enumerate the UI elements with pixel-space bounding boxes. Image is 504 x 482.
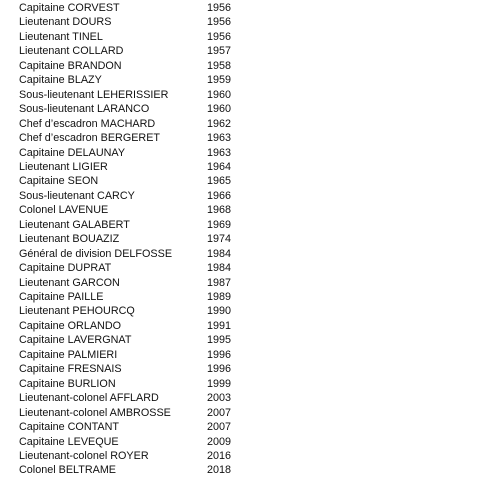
officer-year: 1995 bbox=[207, 334, 232, 347]
officer-year: 2007 bbox=[207, 406, 232, 419]
officer-name: Lieutenant DOURS bbox=[19, 16, 112, 29]
officer-row bbox=[0, 435, 504, 449]
officer-row bbox=[0, 276, 504, 290]
officer-row bbox=[0, 102, 504, 116]
officer-year: 1963 bbox=[207, 132, 232, 145]
officer-year: 1991 bbox=[207, 319, 232, 332]
officer-year: 1956 bbox=[207, 30, 232, 43]
officer-year: 1996 bbox=[207, 363, 232, 376]
officer-year: 1960 bbox=[207, 103, 232, 116]
officer-year: 1974 bbox=[207, 233, 232, 246]
officer-row bbox=[0, 232, 504, 246]
officer-year: 1984 bbox=[207, 247, 232, 260]
officer-year: 1956 bbox=[207, 16, 232, 29]
officer-year: 2016 bbox=[207, 449, 232, 462]
officer-year: 1966 bbox=[207, 189, 232, 202]
officer-row bbox=[0, 463, 504, 477]
officer-name: Capitaine SEON bbox=[19, 175, 99, 188]
officer-row bbox=[0, 449, 504, 463]
officer-row bbox=[0, 362, 504, 376]
officer-name: Colonel LAVENUE bbox=[19, 204, 109, 217]
officer-row bbox=[0, 146, 504, 160]
officer-name: Chef d’escadron MACHARD bbox=[19, 117, 156, 130]
officer-year: 1958 bbox=[207, 59, 232, 72]
officer-row bbox=[0, 247, 504, 261]
officer-year: 1957 bbox=[207, 45, 232, 58]
officer-name: Capitaine PAILLE bbox=[19, 291, 104, 303]
officer-year: 1999 bbox=[207, 377, 232, 390]
officer-row bbox=[0, 377, 504, 391]
officer-name: Capitaine PALMIERI bbox=[19, 348, 118, 361]
officer-year: 1964 bbox=[207, 160, 232, 173]
officer-row bbox=[0, 290, 504, 304]
officer-row bbox=[0, 406, 504, 420]
officer-row bbox=[0, 261, 504, 275]
officer-name: Capitaine BRANDON bbox=[19, 59, 122, 72]
officer-name: Chef d’escadron BERGERET bbox=[19, 132, 161, 145]
officer-row bbox=[0, 131, 504, 145]
officer-name: Sous-lieutenant LARANCO bbox=[19, 103, 150, 116]
officer-row bbox=[0, 88, 504, 102]
officer-name: Lieutenant LIGIER bbox=[19, 160, 108, 173]
officer-year: 2009 bbox=[207, 435, 232, 448]
officer-row bbox=[0, 391, 504, 405]
officer-row bbox=[0, 420, 504, 434]
officer-year: 2007 bbox=[207, 421, 232, 434]
officer-year: 1969 bbox=[207, 218, 232, 231]
officer-year: 1968 bbox=[207, 204, 232, 217]
officer-row bbox=[0, 333, 504, 347]
officer-row bbox=[0, 15, 504, 29]
officer-name: Lieutenant-colonel ROYER bbox=[19, 449, 149, 462]
officer-year: 1984 bbox=[207, 262, 232, 275]
officer-name: Lieutenant BOUAZIZ bbox=[19, 233, 120, 246]
officer-year: 1956 bbox=[207, 2, 232, 14]
officer-row bbox=[0, 160, 504, 174]
officer-year: 1960 bbox=[207, 88, 232, 101]
officer-name: Capitaine DELAUNAY bbox=[19, 146, 126, 159]
officer-row bbox=[0, 73, 504, 87]
officer-row bbox=[0, 304, 504, 318]
officer-row bbox=[0, 319, 504, 333]
officer-year: 1989 bbox=[207, 291, 232, 303]
officer-name: Lieutenant GARCON bbox=[19, 276, 120, 289]
officer-name: Capitaine ORLANDO bbox=[19, 319, 122, 332]
officer-name: Colonel BELTRAME bbox=[19, 464, 117, 477]
officer-row bbox=[0, 218, 504, 232]
officer-row bbox=[0, 59, 504, 73]
officer-name: Lieutenant-colonel AFFLARD bbox=[19, 392, 159, 405]
officer-name: Capitaine LAVERGNAT bbox=[19, 334, 132, 347]
officer-name: Capitaine LEVEQUE bbox=[19, 435, 119, 448]
officer-row bbox=[0, 348, 504, 362]
officer-year: 1959 bbox=[207, 74, 232, 87]
officer-year: 1996 bbox=[207, 348, 232, 361]
officer-year: 1965 bbox=[207, 175, 232, 188]
officer-name: Lieutenant PEHOURCQ bbox=[19, 305, 135, 318]
officer-row bbox=[0, 1, 504, 15]
officer-name: Lieutenant COLLARD bbox=[19, 45, 124, 58]
officer-year: 1962 bbox=[207, 117, 232, 130]
officer-name: Sous-lieutenant CARCY bbox=[19, 189, 135, 202]
officer-row bbox=[0, 174, 504, 188]
officer-row bbox=[0, 117, 504, 131]
officer-year: 1987 bbox=[207, 276, 232, 289]
officer-row bbox=[0, 203, 504, 217]
officer-name: Lieutenant TINEL bbox=[19, 30, 103, 43]
officer-year: 2018 bbox=[207, 464, 232, 477]
officer-name: Capitaine BURLION bbox=[19, 377, 116, 390]
officer-name: Capitaine CORVEST bbox=[19, 2, 120, 14]
officer-name: Lieutenant GALABERT bbox=[19, 218, 130, 231]
officer-row bbox=[0, 189, 504, 203]
officer-name: Lieutenant-colonel AMBROSSE bbox=[19, 406, 171, 419]
officer-name: Capitaine FRESNAIS bbox=[19, 363, 122, 376]
officer-name: Général de division DELFOSSE bbox=[19, 247, 173, 260]
officer-year: 1990 bbox=[207, 305, 232, 318]
officer-row bbox=[0, 44, 504, 58]
officer-year: 1963 bbox=[207, 146, 232, 159]
officer-year: 2003 bbox=[207, 392, 232, 405]
officer-name: Capitaine BLAZY bbox=[19, 74, 102, 87]
officer-name: Sous-lieutenant LEHERISSIER bbox=[19, 88, 169, 101]
officer-row bbox=[0, 30, 504, 44]
officer-name: Capitaine DUPRAT bbox=[19, 262, 112, 275]
officer-name: Capitaine CONTANT bbox=[19, 421, 119, 434]
